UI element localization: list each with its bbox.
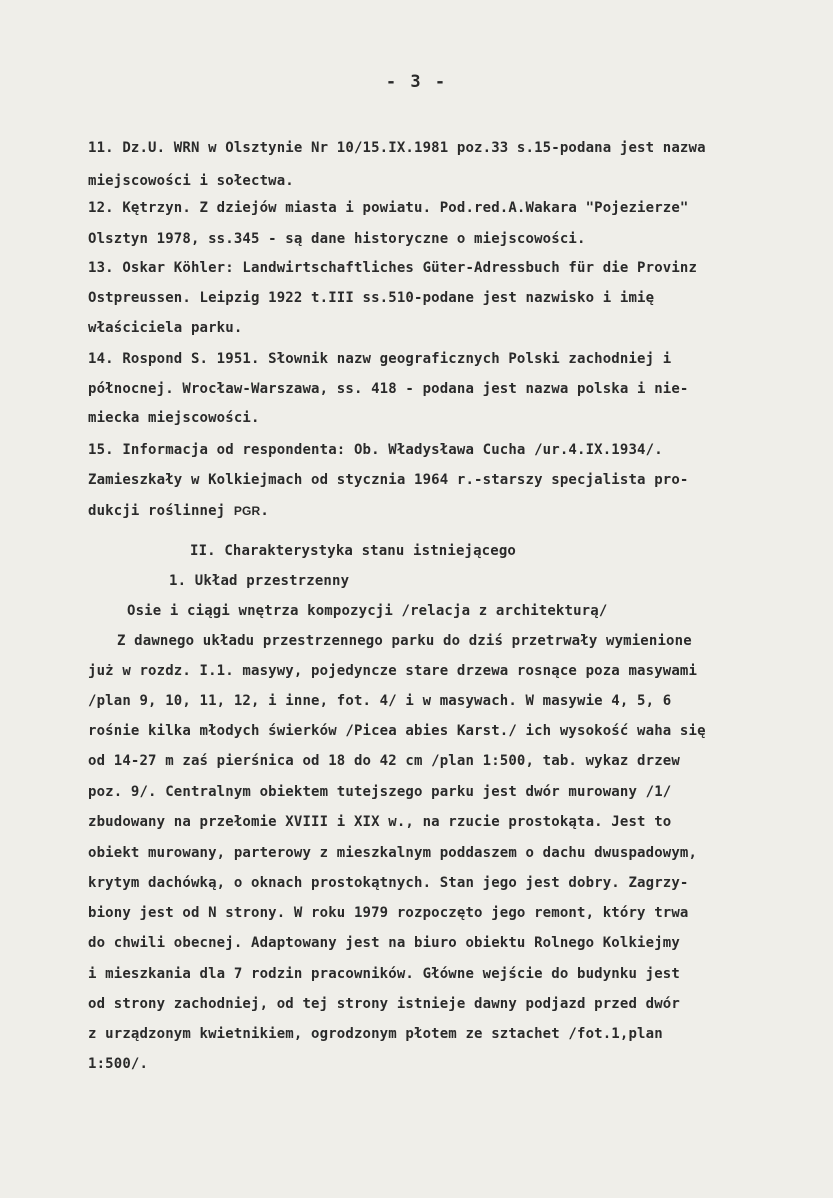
reference-12-line-2: Olsztyn 1978, ss.345 - są dane historyczne o miejscowości. (88, 231, 586, 247)
pgr-annotation: PGR (233, 504, 261, 518)
reference-14-line-2: północnej. Wrocław-Warszawa, ss. 418 - podana jest nazwa polska i nie- (88, 381, 689, 397)
body-line-12: i mieszkania dla 7 rodzin pracowników. Główne wejście do budynku jest (88, 966, 680, 982)
reference-15-line-1: 15. Informacja od respondenta: Ob. Władysława Cucha /ur.4.IX.1934/. (88, 442, 663, 458)
body-line-14: z urządzonym kwietnikiem, ogrodzonym płotem ze sztachet /fot.1,plan (88, 1026, 663, 1042)
body-line-6: poz. 9/. Centralnym obiektem tutejszego parku jest dwór murowany /1/ (88, 784, 672, 800)
body-line-9: krytym dachówką, o oknach prostokątnych. Stan jego jest dobry. Zagrzy- (88, 875, 689, 891)
reference-15-line-3-end: . (260, 503, 269, 519)
body-line-7: zbudowany na przełomie XVIII i XIX w., na rzucie prostokąta. Jest to (88, 814, 672, 830)
body-line-5: od 14-27 m zaś pierśnica od 18 do 42 cm /plan 1:500, tab. wykaz drzew (88, 753, 680, 769)
body-line-1: Z dawnego układu przestrzennego parku do dziś przetrwały wymienione (117, 633, 692, 649)
body-line-4: rośnie kilka młodych świerków /Picea abies Karst./ ich wysokość waha się (88, 723, 706, 739)
reference-13-line-2: Ostpreussen. Leipzig 1922 t.III ss.510-podane jest nazwisko i imię (88, 290, 655, 306)
section-heading: II. Charakterystyka stanu istniejącego (190, 543, 516, 559)
reference-12-line-1: 12. Kętrzyn. Z dziejów miasta i powiatu. Pod.red.A.Wakara "Pojezierze" (88, 200, 689, 216)
body-line-11: do chwili obecnej. Adaptowany jest na biuro obiektu Rolnego Kolkiejmy (88, 935, 680, 951)
reference-14-line-1: 14. Rospond S. 1951. Słownik nazw geograficznych Polski zachodniej i (88, 351, 672, 367)
reference-13-line-1: 13. Oskar Köhler: Landwirtschaftliches Güter-Adressbuch für die Provinz (88, 260, 698, 276)
section-subheading: 1. Układ przestrzenny (169, 573, 350, 589)
reference-14-line-3: miecka miejscowości. (88, 410, 260, 426)
body-line-13: od strony zachodniej, od tej strony istnieje dawny podjazd przed dwór (88, 996, 680, 1012)
body-line-15: 1:500/. (88, 1056, 149, 1072)
body-line-3: /plan 9, 10, 11, 12, i inne, fot. 4/ i w masywach. W masywie 4, 5, 6 (88, 693, 672, 709)
reference-15-line-3-text: dukcji roślinnej (88, 503, 234, 519)
reference-11-line-1: 11. Dz.U. WRN w Olsztynie Nr 10/15.IX.1981 poz.33 s.15-podana jest nazwa (88, 140, 706, 156)
body-line-2: już w rozdz. I.1. masywy, pojedyncze stare drzewa rosnące poza masywami (88, 663, 698, 679)
reference-11-line-2: miejscowości i sołectwa. (88, 173, 294, 189)
reference-15-line-2: Zamieszkały w Kolkiejmach od stycznia 1964 r.-starszy specjalista pro- (88, 472, 689, 488)
body-line-10: biony jest od N strony. W roku 1979 rozpoczęto jego remont, który trwa (88, 905, 689, 921)
page-number: - 3 - (385, 72, 448, 92)
body-line-8: obiekt murowany, parterowy z mieszkalnym poddaszem o dachu dwuspadowym, (88, 845, 698, 861)
reference-15-line-3 (88, 502, 269, 520)
reference-13-line-3: właściciela parku. (88, 320, 243, 336)
section-subsubheading: Osie i ciągi wnętrza kompozycji /relacja z architekturą/ (127, 603, 608, 619)
